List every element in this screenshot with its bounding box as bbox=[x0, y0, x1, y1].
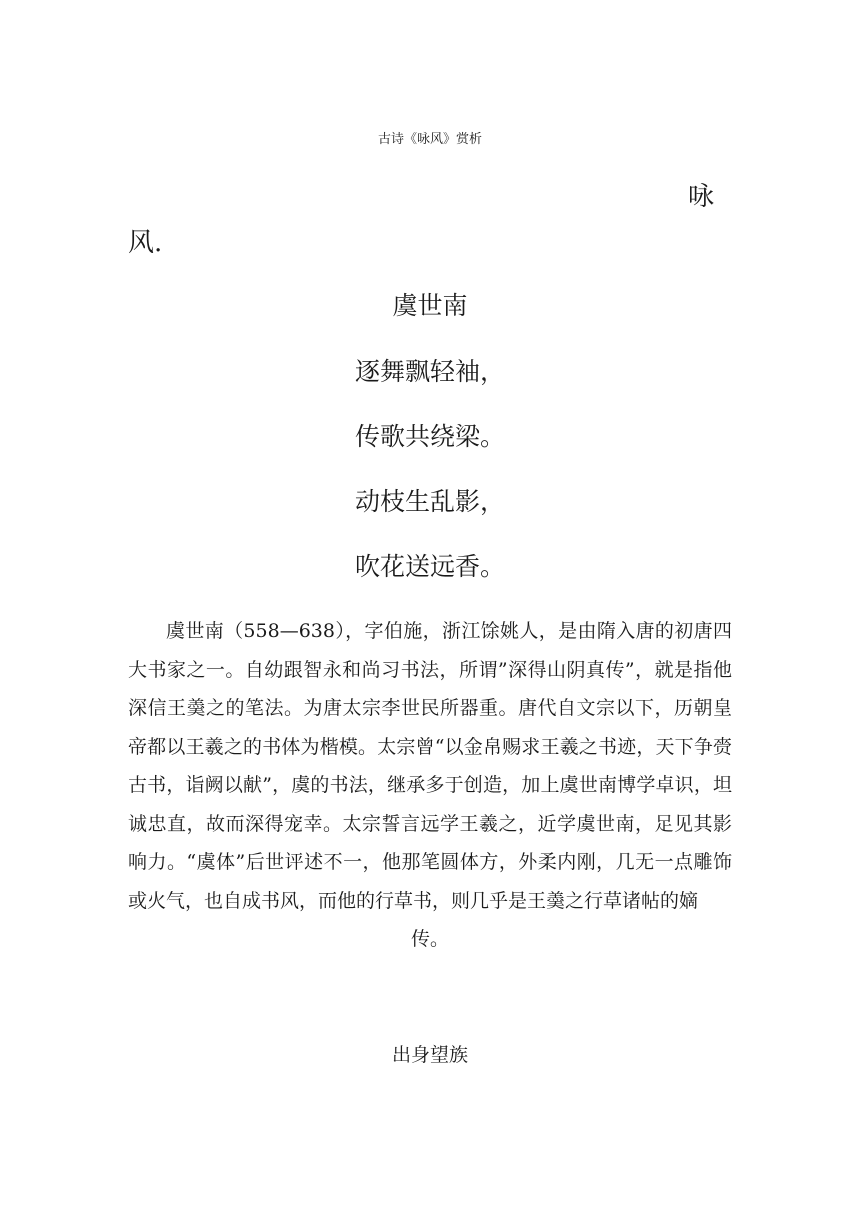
poem-line-3: 动枝生乱影， bbox=[354, 487, 505, 516]
document-header: 古诗《咏风》赏析 bbox=[377, 132, 482, 147]
poem-line-2: 传歌共绕梁。 bbox=[354, 422, 505, 451]
poem-title-first-char: 咏 bbox=[688, 182, 715, 212]
poem-title-second-char: 风. bbox=[128, 228, 163, 258]
biography-text-tail: 传。 bbox=[410, 928, 449, 950]
poem-author: 虞世南 bbox=[392, 291, 468, 320]
biography-text: 虞世南（558—638），字伯施，浙江馀姚人，是由隋入唐的初唐四大书家之一。自幼跟智永和尚习书法，所谓”深得山阴真传”，就是指他深信王羮之的笔法。为唐太宗李世民所器重。唐代自文宗以下，历朝皇 帝都以王羲之的书体为楷模。太宗曾“以金帛赐求王羲之书迹，天下争赍古书，诣阙以献”，虞的书法，继承多于创造，加上虞世南博学卓识，坦诚忠直，故而深得宠幸。太宗誓言远学王羲之，近学虞世南，足见其影响力。“虞体”后世评述不一，他那笔圆体方，外柔内刚，几无一点雕饰或火气，也自成书风，而他的行草书，则几乎是王羮之行草诸帖的嫡 bbox=[128, 620, 732, 912]
poem-line-1: 逐舞飘轻袖， bbox=[354, 357, 505, 386]
biography-paragraph bbox=[128, 612, 732, 959]
section-subheading: 出身望族 bbox=[391, 1044, 468, 1066]
poem-line-4: 吹花送远香。 bbox=[354, 552, 505, 581]
